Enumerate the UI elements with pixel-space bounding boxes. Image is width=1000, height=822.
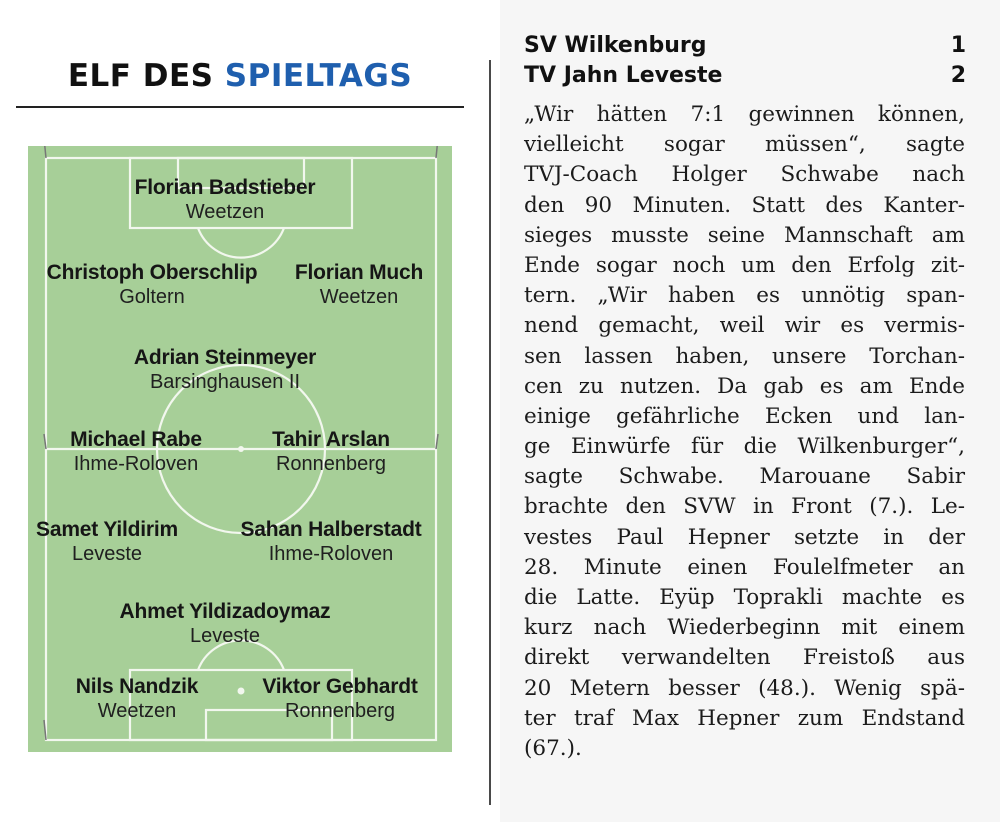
player-name: Ahmet Yildizadoymaz	[119, 600, 331, 623]
player-club: Ronnenberg	[284, 700, 396, 722]
player-club: Ronnenberg	[275, 453, 387, 475]
player-defender-left	[47, 261, 258, 309]
article-line: Ende sogar noch um den Erfolg zit-	[524, 252, 965, 278]
team-name: TV Jahn Leveste	[524, 63, 723, 88]
match-report-panel	[500, 0, 1000, 822]
player-goalkeeper	[135, 176, 316, 224]
article-line: brachte den SVW in Front (7.). Le-	[524, 494, 965, 520]
team-score: 2	[950, 63, 966, 88]
player-midfielder-left-2	[36, 518, 178, 566]
player-name: Samet Yildirim	[36, 518, 178, 541]
article-line: vestes Paul Hepner setzte in der	[524, 524, 965, 550]
player-name: Adrian Steinmeyer	[133, 346, 317, 369]
article-line: vielleicht sogar müssen“, sagte	[524, 132, 965, 158]
team-of-the-week-panel	[0, 0, 480, 822]
player-name: Florian Badstieber	[134, 176, 316, 199]
player-club: Weetzen	[319, 286, 399, 308]
article-line: 28. Minute einen Foulelfmeter an	[524, 554, 965, 580]
player-club: Ihme-Roloven	[73, 453, 199, 475]
headline	[18, 58, 462, 94]
article-line: TVJ-Coach Holger Schwabe nach	[524, 162, 965, 188]
team-name: SV Wilkenburg	[524, 33, 707, 58]
player-club: Leveste	[71, 543, 143, 565]
article-line: ter traf Max Hepner zum Endstand	[524, 705, 965, 731]
player-club: Barsinghausen II	[149, 371, 301, 393]
player-name: Sahan Halberstadt	[240, 518, 422, 541]
player-club: Ihme-Roloven	[268, 543, 394, 565]
article-line: „Wir hätten 7:1 gewinnen können,	[524, 102, 965, 127]
player-midfielder-right-2	[241, 518, 422, 566]
penalty-spot	[238, 688, 245, 695]
player-forward-left	[76, 675, 198, 723]
player-attacking-midfielder	[120, 600, 331, 648]
headline-text: ELF DES	[67, 58, 225, 94]
article-line: cen zu nutzen. Da gab es am Ende	[524, 373, 965, 399]
player-club: Weetzen	[97, 700, 177, 722]
article-line: einige gefährliche Ecken und lan-	[524, 403, 965, 429]
article-line: 20 Metern besser (48.). Wenig spä-	[524, 675, 965, 701]
player-midfielder-right	[272, 428, 390, 476]
player-forward-right	[262, 675, 417, 723]
article-line: direkt verwandelten Freistoß aus	[524, 645, 965, 671]
article-line: (67.).	[524, 735, 582, 761]
article-line: ge Einwürfe für die Wilkenburger“,	[524, 434, 965, 460]
player-club: Leveste	[189, 625, 261, 647]
player-name: Michael Rabe	[70, 428, 202, 451]
player-defender-center	[134, 346, 316, 394]
score-row-away	[524, 63, 966, 93]
article-line: nend gemacht, weil wir es vermis-	[524, 313, 965, 339]
article-line: sen lassen haben, unsere Torchan-	[524, 343, 965, 369]
article-line: den 90 Minuten. Statt des Kanter-	[524, 192, 965, 218]
player-midfielder-left	[70, 428, 202, 476]
player-name: Nils Nandzik	[75, 675, 199, 698]
team-score: 1	[950, 33, 966, 58]
article-line: die Latte. Eyüp Toprakli machte es	[524, 585, 965, 610]
player-name: Viktor Gebhardt	[262, 675, 418, 698]
player-name: Tahir Arslan	[272, 428, 390, 451]
article-line: kurz nach Wiederbeginn mit einem	[524, 615, 965, 641]
match-report-text	[524, 100, 965, 764]
column-divider	[489, 60, 491, 805]
player-club: Goltern	[119, 286, 185, 308]
player-club: Weetzen	[185, 201, 265, 223]
headline-rule	[16, 106, 464, 108]
player-name: Florian Much	[294, 261, 424, 284]
article-line: tern. „Wir haben es unnötig span-	[524, 283, 965, 309]
player-name: Christoph Oberschlip	[46, 261, 258, 284]
article-line: sagte Schwabe. Marouane Sabir	[524, 464, 965, 490]
article-line: sieges musste seine Mannschaft am	[524, 222, 965, 248]
center-spot	[238, 446, 244, 452]
headline-accent-text: SPIELTAGS	[224, 58, 413, 94]
top-penalty-arc	[198, 228, 284, 258]
score-row-home	[524, 33, 966, 63]
player-defender-right	[295, 261, 423, 309]
